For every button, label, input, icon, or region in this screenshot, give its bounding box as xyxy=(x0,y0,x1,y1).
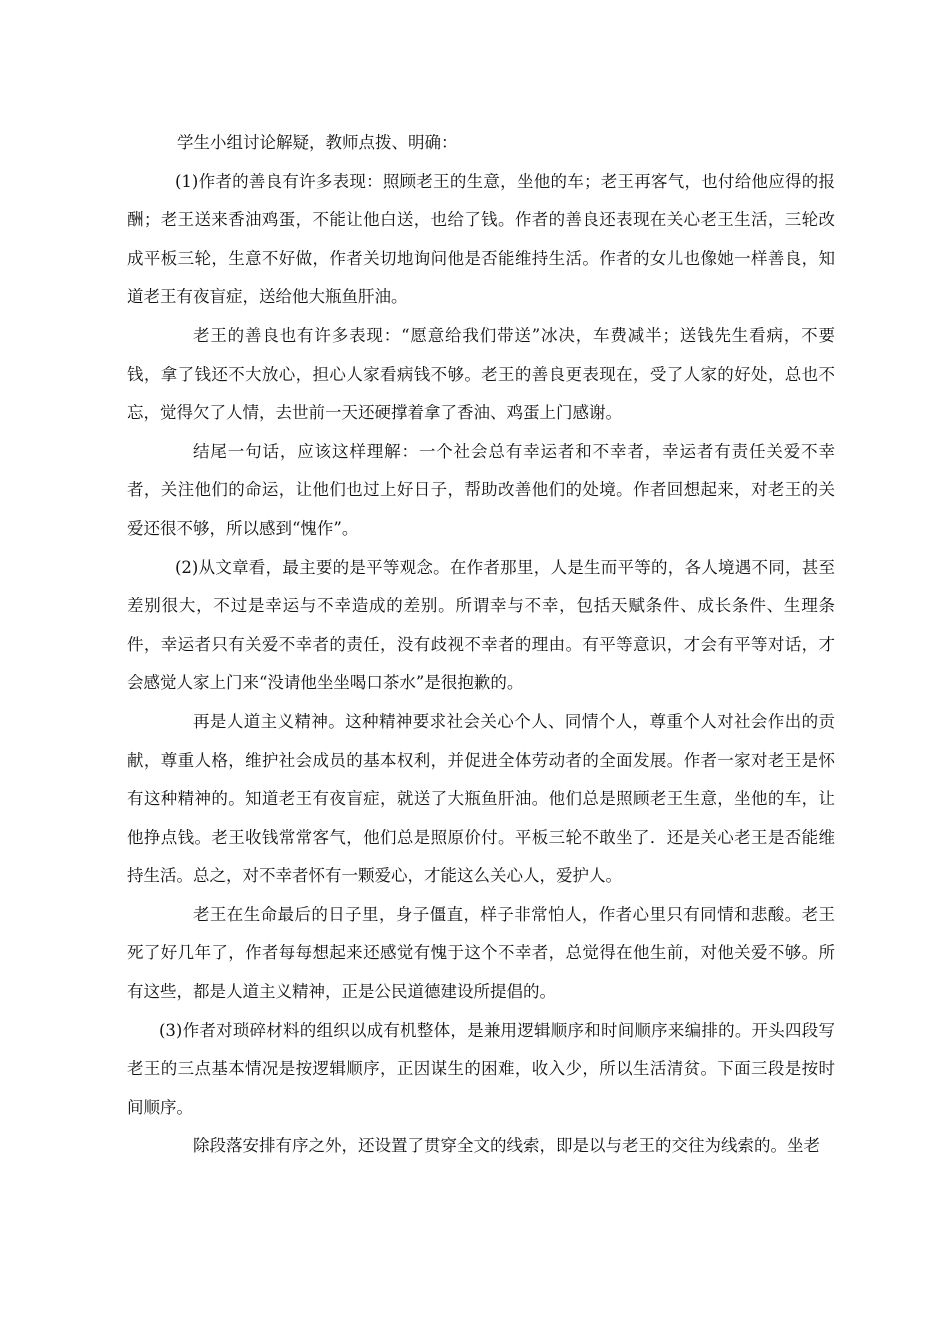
paragraph-point-2: (2)从文章看，最主要的是平等观念。在作者那里，人是生而平等的，各人境遇不同，甚至差别很大，不过是幸运与不幸造成的差别。所谓幸与不幸，包括天赋条件、成长条件、生理条件，幸运者只有关爱不幸者的责任，没有歧视不幸者的理由。有平等意识，才会有平等对话，才会感觉人家上门来“没请他坐坐喝口茶水”是很抱歉的。 xyxy=(127,557,835,693)
paragraph-last-days: 老王在生命最后的日子里，身子僵直，样子非常怕人，作者心里只有同情和悲酸。老王死了好几年了，作者每每想起来还感觉有愧于这个不幸者，总觉得在他生前，对他关爱不够。所有这些，都是人道主义精神，正是公民道德建设所提倡的。 xyxy=(127,904,835,1002)
paragraph-clue: 除段落安排有序之外，还设置了贯穿全文的线索，即是以与老王的交往为线索的。坐老 xyxy=(193,1136,820,1156)
paragraph-intro: 学生小组讨论解疑，教师点拨、明确： xyxy=(177,133,458,152)
paragraph-point-3: (3)作者对琐碎材料的组织以成有机整体，是兼用逻辑顺序和时间顺序来编排的。开头四段写老王的三点基本情况是按逻辑顺序，正因谋生的困难，收入少，所以生活清贫。下面三段是按时间顺序。 xyxy=(127,1020,835,1117)
paragraph-humanitarianism: 再是人道主义精神。这种精神要求社会关心个人、同情个人，尊重个人对社会作出的贡献，尊重人格，维护社会成员的基本权利，并促进全体劳动者的全面发展。作者一家对老王是怀有这种精神的。知道老王有夜盲症，就送了大瓶鱼肝油。他们总是照顾老王生意，坐他的车，让他挣点钱。老王收钱常常客气，他们总是照原价付。平板三轮不敢坐了．还是关心老王是否能维持生活。总之，对不幸者怀有一颗爱心，才能这么关心人，爱护人。 xyxy=(127,711,835,886)
paragraph-ending-sentence: 结尾一句话，应该这样理解：一个社会总有幸运者和不幸者，幸运者有责任关爱不幸者，关注他们的命运，让他们也过上好日子，帮助改善他们的处境。作者回想起来，对老王的关爱还很不够，所以感到“愧作”。 xyxy=(127,441,835,538)
paragraph-point-1: (1)作者的善良有许多表现：照顾老王的生意，坐他的车；老王再客气，也付给他应得的报酬；老王送来香油鸡蛋，不能让他白送，也给了钱。作者的善良还表现在关心老王生活，三轮改成平板三轮，生意不好做，作者关切地询问他是否能维持生活。作者的女儿也像她一样善良，知道老王有夜盲症，送给他大瓶鱼肝油。 xyxy=(127,171,835,307)
document-body xyxy=(127,124,835,1166)
paragraph-laowang-kindness: 老王的善良也有许多表现：“愿意给我们带送”冰决，车费减半；送钱先生看病，不要钱，拿了钱还不大放心，担心人家看病钱不够。老王的善良更表现在，受了人家的好处，总也不忘，觉得欠了人情，去世前一天还硬撑着拿了香油、鸡蛋上门感谢。 xyxy=(127,325,835,423)
